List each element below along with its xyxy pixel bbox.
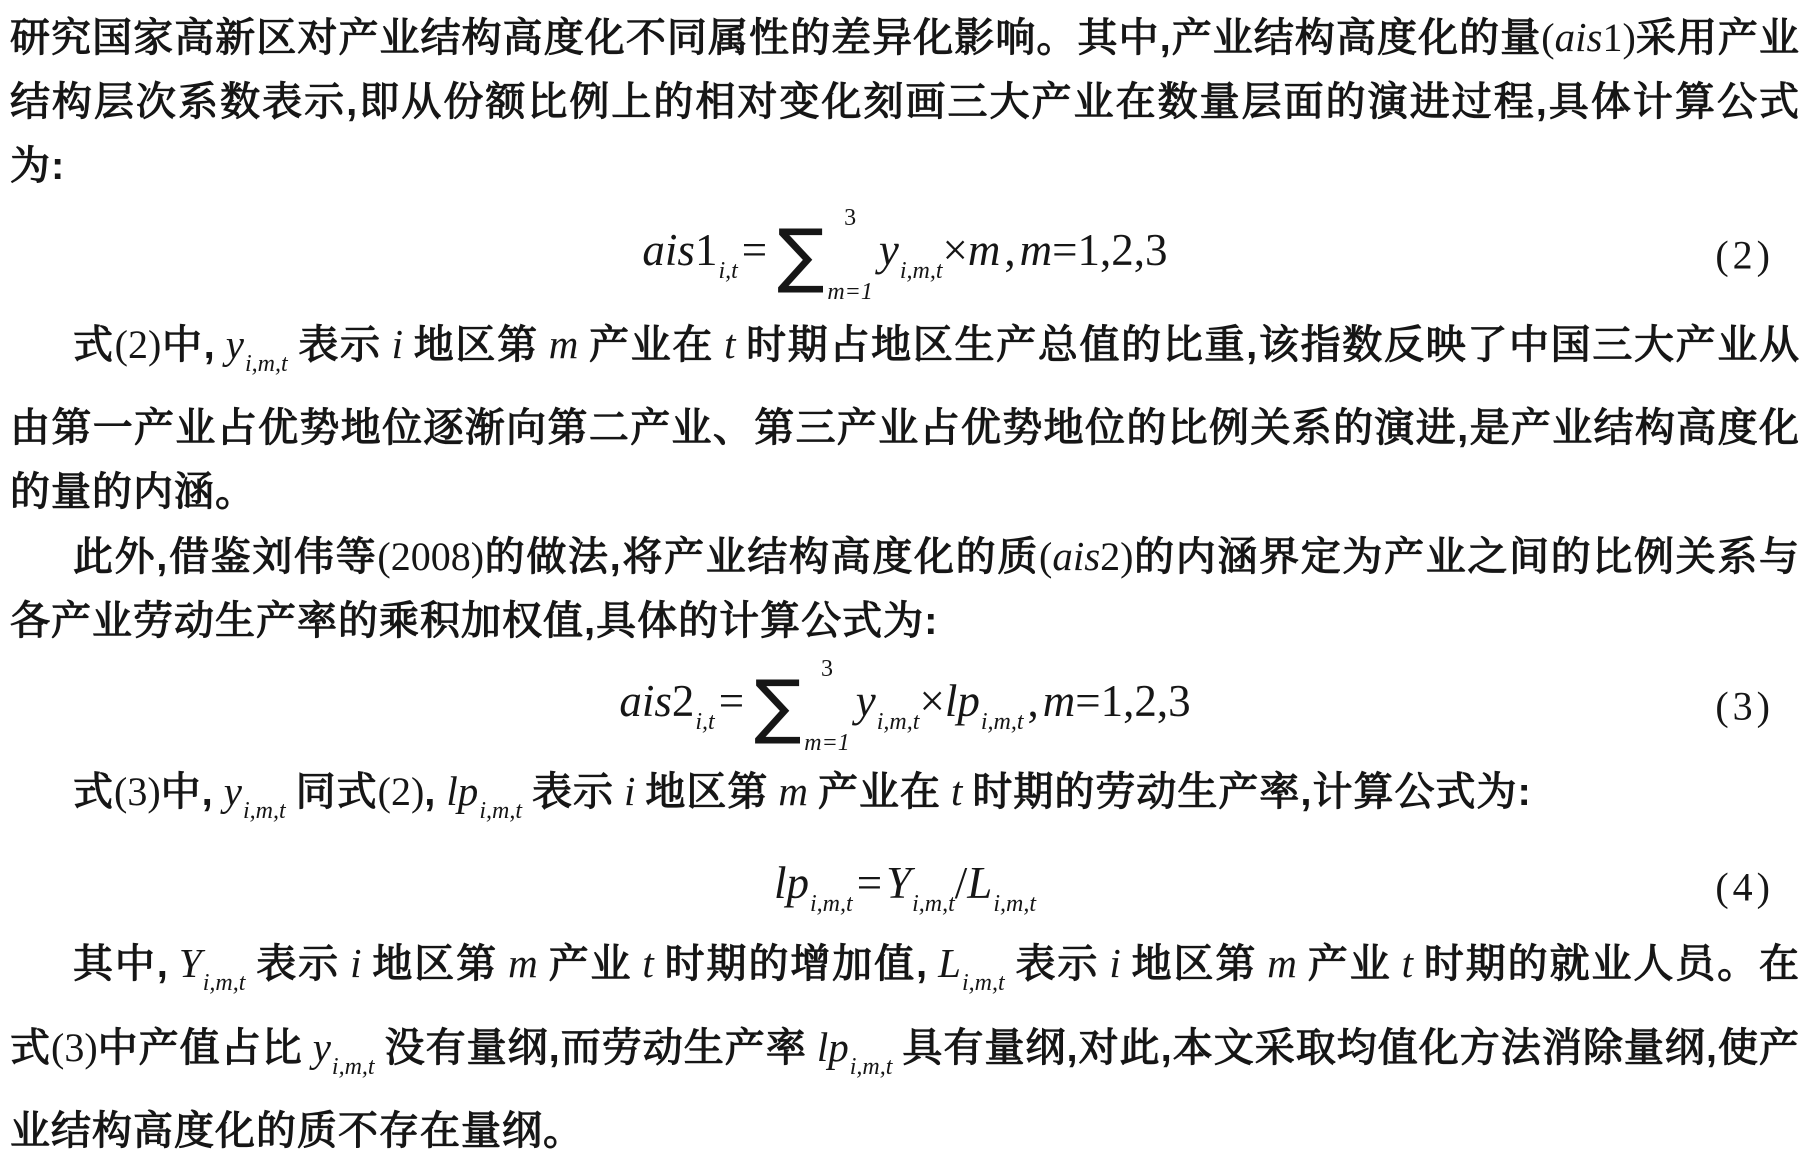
math-base: t: [642, 940, 654, 986]
text-run: 时期的增加值,: [663, 942, 929, 986]
text-run: 地区第: [413, 323, 539, 367]
math-variable: [350, 931, 361, 995]
math-roman: [943, 224, 968, 276]
sum-upper-limit: 3: [821, 656, 834, 682]
math-base: m: [508, 940, 538, 986]
sum-lower-limit: m=1: [827, 279, 873, 305]
math-base: =: [856, 857, 883, 908]
math-base: ×: [919, 676, 945, 727]
math-roman: [115, 313, 162, 377]
equation-lp: [774, 857, 1036, 918]
math-roman: [857, 857, 882, 909]
math-roman: [1075, 675, 1190, 727]
math-base: ais: [1554, 14, 1603, 60]
text-run: 的做法,将产业结构高度化的质: [484, 535, 1039, 579]
math-variable: [313, 1015, 375, 1099]
text-run: 表示: [1014, 942, 1100, 986]
text-run: 时期的就业人员。在式: [10, 942, 1801, 1070]
math-variable: [642, 931, 653, 995]
math-base: ,: [1027, 676, 1039, 727]
math-subscript: i,m,t: [980, 709, 1024, 736]
math-variable: [508, 931, 538, 995]
math-base: ×: [942, 225, 968, 276]
math-subscript: i,m,t: [912, 890, 955, 917]
sum-limits: [804, 655, 850, 757]
equation-ais1: [642, 204, 1167, 306]
paragraph-ais1-intro: [10, 5, 1800, 198]
formula-3: [10, 653, 1800, 759]
text-run: 地区第: [1130, 942, 1258, 986]
math-variable: [226, 312, 288, 396]
text-run: 具有量纲,对此,本文采取均值化方法消除量纲,使产业结构高度化的质不存在量纲。: [10, 1026, 1801, 1153]
math-base: 2): [1100, 534, 1134, 579]
math-variable: [938, 931, 1004, 1015]
summation-operator: [754, 655, 850, 757]
math-base: t: [724, 321, 736, 367]
math-base: i: [623, 768, 636, 814]
math-roman: [719, 675, 744, 727]
math-variable: [446, 759, 522, 843]
math-roman: [1602, 6, 1635, 70]
math-base: lp: [446, 768, 479, 814]
math-base: m: [967, 225, 1001, 276]
math-subscript: i,m,t: [810, 890, 853, 917]
math-variable: [778, 759, 808, 823]
math-roman: [378, 760, 425, 824]
math-base: 2: [671, 676, 695, 727]
text-run: 表示: [297, 323, 382, 367]
text-run: 式: [73, 323, 115, 367]
math-variable: [817, 1015, 893, 1099]
math-subscript: i,m,t: [331, 1054, 375, 1080]
math-base: t: [951, 768, 963, 814]
math-variable: [224, 759, 286, 843]
math-subscript: i,m,t: [242, 798, 286, 824]
text-run: 其中,: [73, 942, 169, 986]
math-roman: [919, 675, 944, 727]
math-variable: [179, 931, 245, 1015]
math-subscript: i,t: [718, 258, 738, 285]
math-base: m: [548, 321, 579, 367]
math-base: /: [954, 857, 968, 908]
math-base: L: [967, 857, 993, 908]
math-base: y: [878, 225, 899, 276]
math-variable: [1043, 675, 1076, 727]
math-base: (: [1541, 15, 1555, 60]
math-base: lp: [944, 676, 980, 727]
math-base: i: [391, 321, 404, 367]
text-run: 此外,借鉴刘伟等: [73, 535, 378, 579]
equation-number-2: (2): [1715, 232, 1774, 278]
math-roman: [114, 760, 161, 824]
sigma-symbol: ∑: [777, 213, 825, 296]
math-roman: [1100, 525, 1133, 589]
math-roman: [1004, 224, 1015, 276]
math-subscript: i,m,t: [244, 351, 288, 377]
text-run: 时期的劳动生产率,计算公式为:: [972, 770, 1532, 814]
math-base: lp: [774, 857, 810, 908]
math-base: =1,2,3: [1052, 225, 1168, 276]
text-run: 时期占地区生产总值的比重,该指数反映了中国三大产业从由第一产业占优势地位逐渐向第二产业、第三产业占优势地位的比例关系的演进,是产业结构高度化的量的内涵。: [10, 323, 1801, 514]
math-subscript: i,m,t: [876, 709, 920, 736]
math-variable: [549, 312, 579, 376]
math-base: t: [1401, 940, 1413, 986]
math-base: L: [938, 940, 961, 986]
math-base: i: [1109, 940, 1121, 986]
math-subscript: i,m,t: [993, 890, 1036, 917]
math-roman: [742, 224, 767, 276]
text-run: 中产值占比: [97, 1026, 303, 1070]
paragraph-ais2-intro: [10, 524, 1800, 653]
math-variable: [1555, 5, 1603, 69]
math-base: (: [1038, 534, 1053, 579]
math-base: 1: [694, 225, 718, 276]
math-subscript: i,m,t: [202, 970, 246, 996]
equation-ais2: [619, 655, 1190, 757]
summation-operator: [777, 204, 873, 306]
math-base: (2): [114, 322, 162, 367]
math-subscript: i,m,t: [961, 970, 1005, 996]
math-roman: [377, 525, 484, 589]
sum-lower-limit: m=1: [804, 730, 850, 756]
math-base: =: [718, 676, 745, 727]
text-run: 没有量纲,而劳动生产率: [384, 1026, 807, 1070]
math-variable: [724, 312, 735, 376]
text-run: 表示: [255, 942, 341, 986]
math-variable: [967, 857, 1036, 918]
math-roman: [695, 224, 738, 285]
math-subscript: i,m,t: [899, 258, 943, 285]
math-roman: [51, 1016, 98, 1080]
math-variable: [1402, 931, 1413, 995]
math-variable: [968, 224, 1001, 276]
text-run: 研究国家高新区对产业结构高度化不同属性的差异化影响。其中,产业结构高度化的量: [10, 16, 1542, 60]
math-base: m: [1267, 940, 1297, 986]
math-subscript: i,m,t: [849, 1054, 893, 1080]
text-run: 式: [73, 770, 114, 814]
math-variable: [945, 675, 1024, 736]
text-run: ,: [424, 770, 437, 814]
math-base: (3): [51, 1025, 98, 1070]
math-base: i: [350, 940, 362, 986]
math-base: =1,2,3: [1075, 676, 1191, 727]
paragraph-eq4-explanation: [10, 931, 1800, 1163]
math-variable: [879, 224, 943, 285]
formula-4: [10, 843, 1800, 931]
text-run: 产业在: [588, 323, 715, 367]
math-variable: [886, 857, 955, 918]
paragraph-eq2-explanation: [10, 312, 1800, 524]
math-variable: [1109, 931, 1120, 995]
math-base: y: [225, 321, 244, 367]
sum-upper-limit: 3: [844, 205, 857, 231]
math-base: y: [223, 768, 242, 814]
math-base: (3): [114, 769, 161, 814]
text-run: 中,: [161, 323, 216, 367]
math-base: ,: [1004, 225, 1016, 276]
math-variable: [619, 675, 672, 727]
text-run: 地区第: [645, 770, 769, 814]
math-base: lp: [816, 1024, 849, 1070]
math-roman: [1541, 6, 1554, 70]
math-base: 1): [1602, 15, 1636, 60]
sum-limits: [827, 204, 873, 306]
text-run: 产业: [1306, 942, 1392, 986]
math-variable: [774, 857, 853, 918]
text-run: 同式: [295, 770, 378, 814]
math-base: m: [1042, 676, 1076, 727]
equation-number-3: (3): [1715, 683, 1774, 729]
text-run: 的内涵界定为产业之间的比例关系与各产业劳动生产率的乘积加权值,具体的计算公式为:: [10, 535, 1800, 643]
text-run: 地区第: [371, 942, 499, 986]
math-base: m: [1019, 225, 1053, 276]
math-roman: [955, 857, 968, 909]
math-base: ais: [619, 676, 672, 727]
math-base: y: [855, 676, 876, 727]
math-roman: [1052, 224, 1167, 276]
math-base: Y: [178, 940, 202, 986]
math-base: ais: [642, 225, 695, 276]
text-run: 产业: [547, 942, 633, 986]
math-base: Y: [886, 857, 912, 908]
math-base: (2008): [377, 534, 485, 579]
text-run: 中,: [160, 770, 214, 814]
math-variable: [1267, 931, 1297, 995]
math-variable: [951, 759, 962, 823]
math-subscript: i,t: [695, 709, 715, 736]
math-variable: [1020, 224, 1053, 276]
math-roman: [1028, 675, 1039, 727]
formula-2: [10, 198, 1800, 312]
text-run: 采用产业结构层次系数表示,即从份额比例上的相对变化刻画三大产业在数量层面的演进过程,具体计算公式为:: [10, 16, 1800, 188]
math-roman: [672, 675, 715, 736]
paragraph-eq3-explanation: [10, 759, 1800, 843]
math-base: ais: [1052, 533, 1101, 579]
sigma-symbol: ∑: [754, 664, 802, 747]
math-variable: [624, 759, 635, 823]
text-run: 产业在: [818, 770, 941, 814]
math-variable: [642, 224, 695, 276]
math-base: m: [778, 768, 808, 814]
math-base: (2): [377, 769, 425, 814]
math-subscript: i,m,t: [479, 798, 522, 824]
math-roman: [1039, 525, 1052, 589]
equation-number-4: (4): [1715, 864, 1774, 910]
math-base: y: [312, 1024, 331, 1070]
text-run: 表示: [531, 770, 614, 814]
math-variable: [1052, 524, 1100, 588]
math-variable: [856, 675, 920, 736]
math-base: =: [741, 225, 768, 276]
math-variable: [392, 312, 403, 376]
